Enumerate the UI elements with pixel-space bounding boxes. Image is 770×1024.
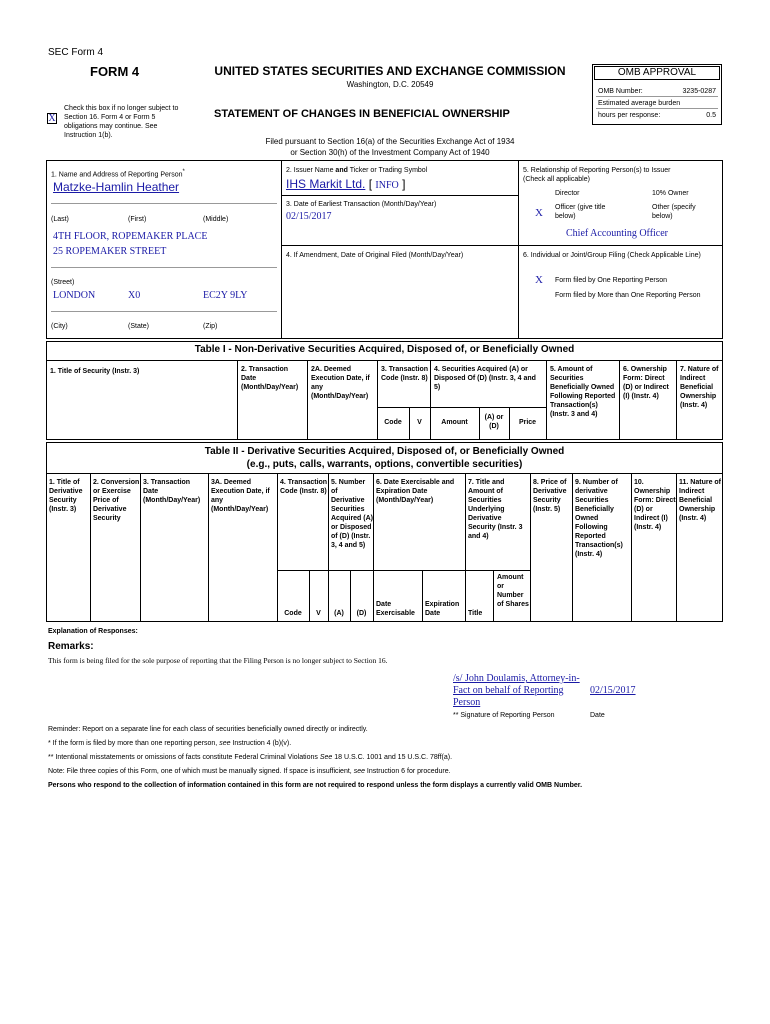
officer-title[interactable]: Chief Accounting Officer (566, 228, 669, 239)
t1-col1-header: 1. Title of Security (Instr. 3) (50, 368, 140, 375)
box5-sublabel: (Check all applicable) (523, 176, 590, 183)
remarks-label: Remarks: (48, 641, 94, 652)
commission-location: Washington, D.C. 20549 (346, 80, 434, 89)
t2-sub-expiration: Expiration Date (425, 601, 460, 617)
signature-date[interactable]: 02/15/2017 (590, 685, 636, 696)
signature-text[interactable]: /s/ John Doulamis, Attorney-in-Fact on behalf of Reporting Person (453, 673, 580, 708)
t1-sub-v: V (417, 419, 422, 426)
one-person-option[interactable]: Form filed by One Reporting Person (555, 277, 668, 284)
t2-sub-a: (A) (334, 610, 344, 617)
note-misstatements: ** Intentional misstatements or omissions of facts constitute Federal Criminal Violations See 18 U.S.C. 1001 and 15 U.S.C. 78ff(a). (48, 754, 453, 761)
t1-col4-header: 4. Securities Acquired (A) or Disposed Of (D) (Instr. 3, 4 and 5) (434, 366, 536, 391)
middle-label: (Middle) (203, 216, 229, 223)
t1-col6-header: 6. Ownership Form: Direct (D) or Indirect (I) (Instr. 4) (623, 366, 669, 400)
box6-label: 6. Individual or Joint/Group Filing (Check Applicable Line) (523, 252, 701, 259)
t2-sub-amount: Amount or Number of Shares (497, 574, 529, 608)
box4-label: 4. If Amendment, Date of Original Filed (Month/Day/Year) (286, 252, 464, 259)
box3-label: 3. Date of Earliest Transaction (Month/Day/Year) (286, 201, 437, 208)
issuer-field (286, 177, 405, 191)
omb-notice: Persons who respond to the collection of information contained in this form are not required to respond unless the form displays a currently valid OMB Number. (48, 782, 583, 789)
t2-col5-header: 5. Number of Derivative Securities Acquired (A) or Disposed of (D) (Instr. 3, 4 and 5) (331, 479, 373, 549)
table1-title: Table I - Non-Derivative Securities Acquired, Disposed of, or Beneficially Owned (194, 344, 575, 355)
zip-value[interactable]: EC2Y 9LY (203, 290, 248, 301)
t2-sub-exercisable: Date Exercisable (376, 601, 415, 617)
reporting-person-name[interactable]: Matzke-Hamlin Heather (53, 180, 180, 194)
ticker-bracket-open: [ (368, 177, 373, 191)
state-label: (State) (128, 323, 150, 330)
t2-col8-header: 8. Price of Derivative Security (Instr. 5) (533, 479, 567, 513)
more-person-option[interactable]: Form filed by More than One Reporting Person (555, 292, 701, 299)
city-value[interactable]: LONDON (53, 290, 96, 301)
signature-caption: ** Signature of Reporting Person (453, 712, 555, 719)
t2-sub-v: V (316, 610, 321, 617)
note-three-copies: Note: File three copies of this Form, one of which must be manually signed. If space is insufficient, see Instruction 6 for procedure. (48, 768, 451, 775)
filed-pursuant-line1: Filed pursuant to Section 16(a) of the Securities Exchange Act of 1934 (265, 137, 515, 146)
t1-sub-amount: Amount (441, 419, 468, 426)
omb-number-label: OMB Number: (598, 88, 643, 95)
table2-subtitle: (e.g., puts, calls, warrants, options, convertible securities) (246, 459, 523, 470)
t1-sub-price: Price (518, 419, 537, 426)
t2-col3-header: 3. Transaction Date (Month/Day/Year) (143, 479, 201, 504)
no-longer-subject-checkbox[interactable]: X (48, 113, 56, 124)
first-label: (First) (128, 216, 147, 223)
omb-hours-value: 0.5 (706, 112, 716, 119)
date-caption: Date (590, 712, 605, 719)
statement-title: STATEMENT OF CHANGES IN BENEFICIAL OWNERSHIP (214, 108, 510, 120)
note-multiple-persons: * If the form is filed by more than one reporting person, see Instruction 4 (b)(v). (48, 740, 292, 747)
t1-col2a-header: 2A. Deemed Execution Date, if any (Month/Day/Year) (311, 366, 370, 400)
t1-col2-header: 2. Transaction Date (Month/Day/Year) (241, 366, 299, 391)
last-label: (Last) (51, 216, 69, 223)
omb-approval-title: OMB APPROVAL (594, 66, 720, 80)
omb-number-value: 3235-0287 (682, 88, 716, 95)
t2-col10-header: 10. Ownership Form: Direct (D) or Indirect (I) (Instr. 4) (634, 479, 676, 531)
omb-burden-label: Estimated average burden (598, 100, 681, 107)
t2-col2-header: 2. Conversion or Exercise Price of Derivative Security (93, 479, 140, 522)
city-label: (City) (51, 323, 68, 330)
address-line1[interactable]: 4TH FLOOR, ROPEMAKER PLACE (53, 231, 208, 242)
t2-sub-title: Title (468, 610, 483, 617)
officer-check-mark[interactable]: X (535, 207, 543, 219)
t2-col4-header: 4. Transaction Code (Instr. 8) (280, 479, 328, 495)
address-line2[interactable]: 25 ROPEMAKER STREET (53, 246, 167, 257)
t1-sub-code: Code (384, 419, 402, 426)
t2-col11-header: 11. Nature of Indirect Beneficial Ownership (Instr. 4) (679, 479, 722, 522)
ticker-bracket-close: ] (402, 177, 406, 191)
t2-col6-header: 6. Date Exercisable and Expiration Date (Month/Day/Year) (376, 479, 455, 504)
box2-label: 2. Issuer Name and Ticker or Trading Symbol (286, 167, 428, 174)
officer-option[interactable]: Officer (give title below) (555, 204, 606, 220)
other-option[interactable]: Other (specify below) (652, 204, 696, 220)
reminder-note: Reminder: Report on a separate line for each class of securities beneficially owned directly or indirectly. (48, 726, 368, 733)
no-longer-subject-text: Check this box if no longer subject to Section 16. Form 4 or Form 5 obligations may continue. See Instruction 1(b). (64, 105, 179, 139)
earliest-transaction-date[interactable]: 02/15/2017 (286, 211, 332, 222)
table2-title: Table II - Derivative Securities Acquired, Disposed of, or Beneficially Owned (204, 446, 565, 457)
ticker-symbol[interactable]: INFO (375, 180, 399, 191)
t1-col7-header: 7. Nature of Indirect Beneficial Ownership (Instr. 4) (680, 366, 719, 409)
t1-sub-aord: (A) or (D) (484, 414, 504, 430)
filed-pursuant-line2: or Section 30(h) of the Investment Company Act of 1940 (290, 148, 490, 157)
t2-col7-header: 7. Title and Amount of Securities Underlying Derivative Security (Instr. 3 and 4) (468, 479, 523, 540)
street-label: (Street) (51, 279, 75, 286)
sec-form-label: SEC Form 4 (48, 47, 104, 58)
box5-label: 5. Relationship of Reporting Person(s) to Issuer (523, 167, 671, 174)
commission-title: UNITED STATES SECURITIES AND EXCHANGE COMMISSION (214, 64, 566, 78)
one-person-check-mark[interactable]: X (535, 274, 543, 286)
t1-col3-header: 3. Transaction Code (Instr. 8) (381, 366, 429, 382)
ten-percent-option[interactable]: 10% Owner (652, 190, 689, 197)
t2-col1-header: 1. Title of Derivative Security (Instr. 3) (49, 479, 83, 513)
issuer-name[interactable]: IHS Markit Ltd. (286, 177, 366, 191)
omb-hours-label: hours per response: (598, 112, 661, 119)
t2-sub-code: Code (284, 610, 302, 617)
t2-sub-d: (D) (356, 610, 367, 617)
state-value[interactable]: X0 (128, 290, 141, 301)
remarks-text: This form is being filed for the sole purpose of reporting that the Filing Person is no longer subject to Section 16. (48, 656, 388, 665)
t2-col9-header: 9. Number of derivative Securities Beneficially Owned Following Reported Transaction(s) (Instr. 4) (575, 479, 623, 558)
box1-label: 1. Name and Address of Reporting Person* (51, 169, 185, 179)
t1-col5-header: 5. Amount of Securities Beneficially Owned Following Reported Transaction(s) (Instr. 3 and 4) (550, 366, 616, 418)
explanation-label: Explanation of Responses: (48, 628, 138, 635)
zip-label: (Zip) (203, 323, 218, 330)
director-option[interactable]: Director (555, 190, 580, 197)
t2-col3a-header: 3A. Deemed Execution Date, if any (Month/Day/Year) (211, 479, 270, 513)
form-title: FORM 4 (90, 64, 140, 79)
